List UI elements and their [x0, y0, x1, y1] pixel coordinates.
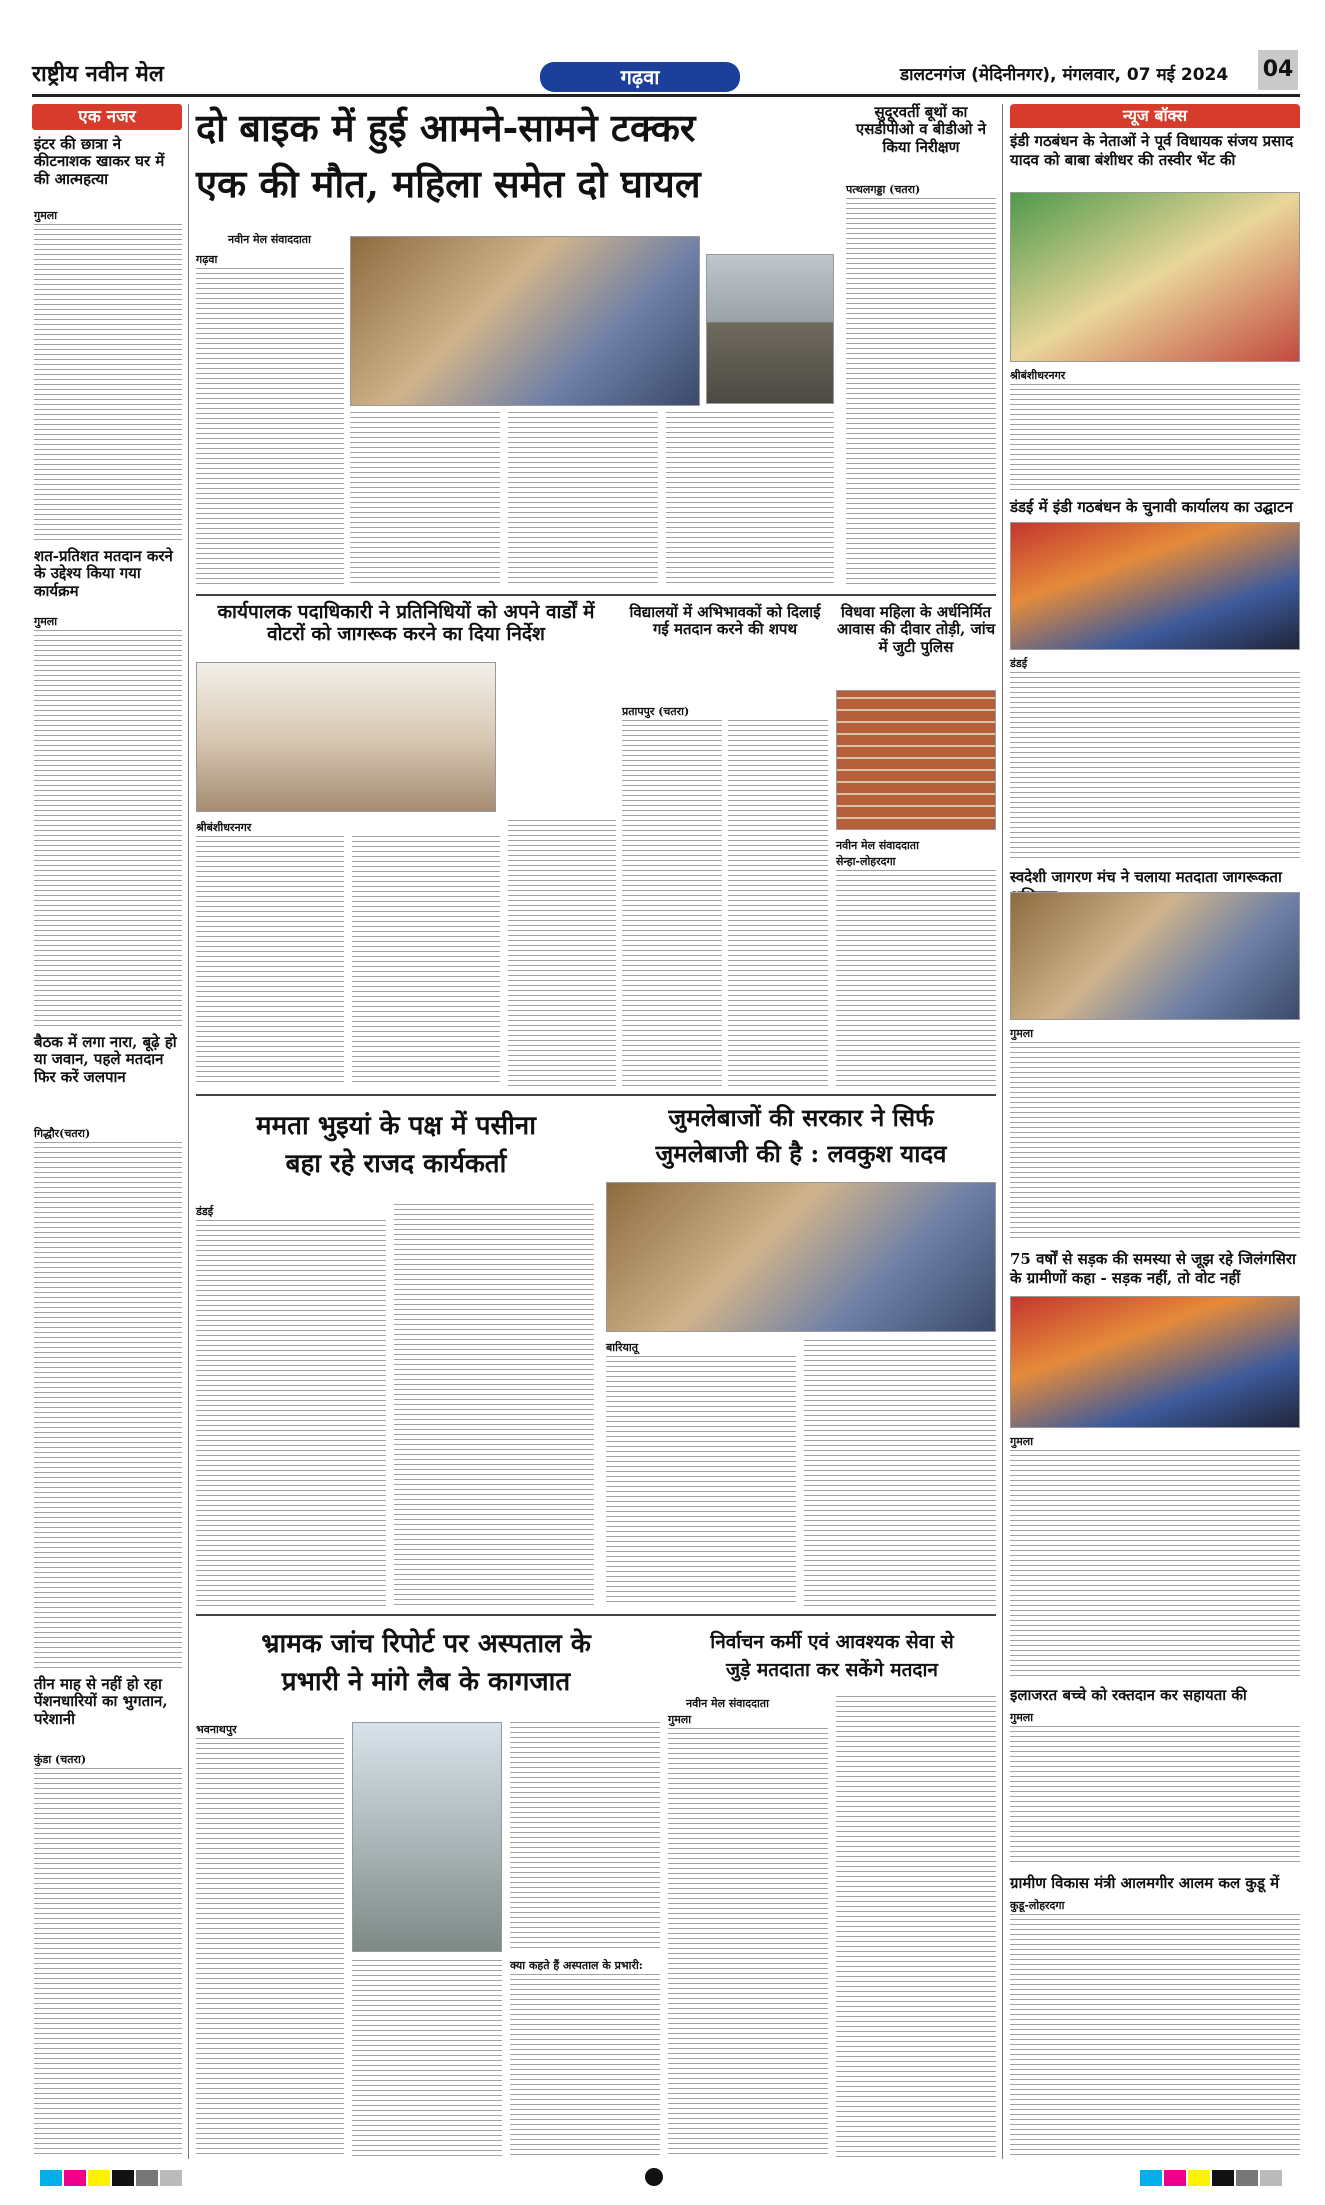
accident-photo-1 — [350, 236, 700, 406]
date-line: डालटनगंज (मेदिनीनगर), मंगलवार, 07 मई 2024 — [900, 65, 1229, 85]
color-bar-cyan — [40, 2170, 62, 2186]
news-box-item-4-photo — [1010, 1296, 1300, 1428]
section-divider-3 — [196, 1614, 996, 1616]
news-box-item-3-lead: गुमला — [1010, 1027, 1034, 1040]
booth-story-lead: पत्थलगड्डा (चतरा) — [846, 183, 921, 196]
officer-headline: कार्यपालक पदाधिकारी ने प्रतिनिधियों को अपने वार्डों में वोटरों को जागरूक करने का दिया निर्देश — [217, 601, 595, 645]
news-box-item-1-lead: श्रीबंशीधरनगर — [1010, 369, 1066, 382]
page-number: 04 — [1258, 50, 1298, 90]
widow-story-lead: सेन्हा-लोहरदगा — [836, 855, 896, 868]
main-story-body-col-4 — [666, 412, 834, 586]
news-box-item-5-title: इलाजरत बच्चे को रक्तदान कर सहायता की — [1010, 1686, 1247, 1704]
lab-headline-line-1: भ्रामक जांच रिपोर्ट पर अस्पताल के — [261, 1629, 591, 1659]
color-bar-yellow-2 — [1188, 2170, 1210, 2186]
left-story-2-lead: गुमला — [34, 615, 58, 628]
lab-story-lead: भवनाथपुर — [196, 1723, 237, 1736]
jumla-headline-line-1: जुमलेबाजों की सरकार ने सिर्फ — [668, 1103, 934, 1132]
left-story-4-title: तीन माह से नहीं हो रहा पेंशनधारियों का भुगतान, परेशानी — [34, 1675, 168, 1728]
news-box-item-6-title: ग्रामीण विकास मंत्री आलमगीर आलम कल कुडू में — [1010, 1874, 1280, 1892]
election-staff-headline-line-2: जुड़े मतदाता कर सकेंगे मतदान — [726, 1659, 938, 1681]
left-story-3-title: बैठक में लगा नारा, बूढ़े हो या जवान, पहले मतदान फिर करें जलपान — [34, 1033, 177, 1086]
color-bar-magenta — [64, 2170, 86, 2186]
widow-headline: विधवा महिला के अर्धनिर्मित आवास की दीवार तोड़ी, जांच में जुटी पुलिस — [836, 603, 996, 656]
main-story-lead: गढ़वा — [196, 253, 218, 266]
lab-story-body-1 — [196, 1738, 344, 2158]
mamta-story-body-1 — [196, 1220, 386, 1606]
header-rule — [32, 94, 1300, 97]
news-box-item-2-photo — [1010, 522, 1300, 650]
section-label: गढ़वा — [540, 62, 740, 92]
widow-story-body — [836, 870, 996, 1086]
news-box-item-5-body — [1010, 1726, 1300, 1866]
group-photo — [606, 1182, 996, 1332]
news-box-item-2-lead: डंडई — [1010, 657, 1028, 670]
mamta-headline-line-1: ममता भुइयां के पक्ष में पसीना — [256, 1111, 536, 1141]
section-divider-2 — [196, 1094, 996, 1096]
broken-wall-photo — [836, 690, 996, 830]
news-box-divider — [1002, 104, 1003, 2159]
main-story-byline: नवीन मेल संवाददाता — [228, 233, 311, 246]
section-divider-1 — [196, 594, 996, 596]
color-bar-black-2 — [1212, 2170, 1234, 2186]
lab-building-photo — [352, 1722, 502, 1952]
left-story-1-body — [34, 224, 182, 544]
mamta-headline-line-2: बहा रहे राजद कार्यकर्ता — [285, 1149, 507, 1179]
color-bar-black — [112, 2170, 134, 2186]
mamta-story-lead: डंडई — [196, 1205, 214, 1218]
jumla-story-body-1 — [606, 1356, 796, 1606]
registration-mark — [645, 2168, 663, 2186]
color-bar-yellow — [88, 2170, 110, 2186]
ek-nazar-badge: एक नजर — [32, 104, 182, 130]
color-bar-light-gray-2 — [1260, 2170, 1282, 2186]
booth-story-body — [846, 198, 996, 586]
jumla-story-lead: बारियातू — [606, 1341, 638, 1354]
color-bar-gray-2 — [1236, 2170, 1258, 2186]
officer-story-body-3 — [508, 820, 616, 1086]
news-box-item-1-photo — [1010, 192, 1300, 362]
election-staff-headline-line-1: निर्वाचन कर्मी एवं आवश्यक सेवा से — [710, 1631, 954, 1653]
left-story-2-body — [34, 630, 182, 1030]
schools-story-body-1 — [622, 720, 722, 1086]
news-box-header: न्यूज बॉक्स — [1010, 104, 1300, 128]
officer-story-lead: श्रीबंशीधरनगर — [196, 821, 252, 834]
officer-story-body-1 — [196, 836, 344, 1086]
meeting-photo — [196, 662, 496, 812]
officer-story-body-2 — [352, 836, 500, 1086]
main-headline-line-1: दो बाइक में हुई आमने-सामने टक्कर — [196, 105, 696, 150]
election-staff-body-1 — [668, 1728, 828, 2158]
left-story-4-body — [34, 1768, 182, 2158]
schools-headline: विद्यालयों में अभिभावकों को दिलाई गई मतदान करने की शपथ — [629, 603, 821, 639]
news-box-item-5-lead: गुमला — [1010, 1711, 1034, 1724]
main-headline-line-2: एक की मौत, महिला समेत दो घायल — [196, 161, 701, 206]
color-bar-cyan-2 — [1140, 2170, 1162, 2186]
schools-story-lead: प्रतापपुर (चतरा) — [622, 705, 690, 718]
main-story-body-col-2 — [350, 412, 500, 586]
news-box-item-1-body — [1010, 384, 1300, 492]
news-box-item-2-title: डंडई में इंडी गठबंधन के चुनावी कार्यालय का उद्घाटन — [1010, 498, 1293, 516]
accident-photo-2 — [706, 254, 834, 404]
lab-story-body-3 — [510, 1722, 660, 1952]
news-box-item-1-title: इंडी गठबंधन के नेताओं ने पूर्व विधायक संजय प्रसाद यादव को बाबा बंशीधर की तस्वीर भेंट की — [1010, 132, 1294, 169]
booth-headline: सुदूरवर्ती बूथों का एसडीपीओ व बीडीओ ने किया निरीक्षण — [855, 103, 987, 156]
election-staff-byline: नवीन मेल संवाददाता — [686, 1697, 769, 1710]
left-story-4-lead: कुंडा (चतरा) — [34, 1753, 87, 1766]
news-box-item-6-lead: कुडू-लोहरदगा — [1010, 1899, 1065, 1912]
news-box-item-4-title: 75 वर्षों से सड़क की समस्या से जूझ रहे जिलंगसिरा के ग्रामीणों कहा - सड़क नहीं, तो वोट नहीं — [1010, 1250, 1296, 1287]
news-box-item-2-body — [1010, 672, 1300, 862]
left-story-1-title: इंटर की छात्रा ने कीटनाशक खाकर घर में की आत्महत्या — [34, 135, 165, 188]
main-story-body-col-1 — [196, 268, 344, 586]
news-box-item-6-body — [1010, 1914, 1300, 2158]
left-story-2-title: शत-प्रतिशत मतदान करने के उद्देश्य किया गया कार्यक्रम — [34, 547, 173, 600]
lab-story-body-2 — [352, 1960, 502, 2158]
left-story-3-lead: गिद्धौर(चतरा) — [34, 1127, 91, 1140]
left-story-3-body — [34, 1142, 182, 1672]
paper-name: राष्ट्रीय नवीन मेल — [32, 61, 164, 87]
schools-story-body-2 — [728, 720, 828, 1086]
news-box-item-3-photo — [1010, 892, 1300, 1020]
main-story-body-col-3 — [508, 412, 658, 586]
color-bar-gray — [136, 2170, 158, 2186]
lab-story-body-4 — [510, 1974, 660, 2158]
election-staff-body-2 — [836, 1696, 996, 2158]
color-bar-magenta-2 — [1164, 2170, 1186, 2186]
color-bar-light-gray — [160, 2170, 182, 2186]
lab-subhead: क्या कहते हैं अस्पताल के प्रभारी: — [510, 1959, 643, 1972]
news-box-item-3-body — [1010, 1042, 1300, 1242]
left-story-1-lead: गुमला — [34, 209, 58, 222]
news-box-item-3-title: स्वदेशी जागरण मंच ने चलाया मतदाता जागरूकता — [1010, 868, 1282, 886]
news-box-item-4-lead: गुमला — [1010, 1435, 1034, 1448]
column-divider — [188, 104, 189, 2159]
widow-story-byline: नवीन मेल संवाददाता — [836, 839, 919, 852]
jumla-headline-line-2: जुमलेबाजी की है : लवकुश यादव — [655, 1139, 947, 1168]
lab-headline-line-2: प्रभारी ने मांगे लैब के कागजात — [281, 1667, 571, 1697]
mamta-story-body-2 — [394, 1204, 594, 1606]
jumla-story-body-2 — [804, 1340, 996, 1606]
news-box-item-4-body — [1010, 1450, 1300, 1678]
election-staff-lead: गुमला — [668, 1713, 692, 1726]
